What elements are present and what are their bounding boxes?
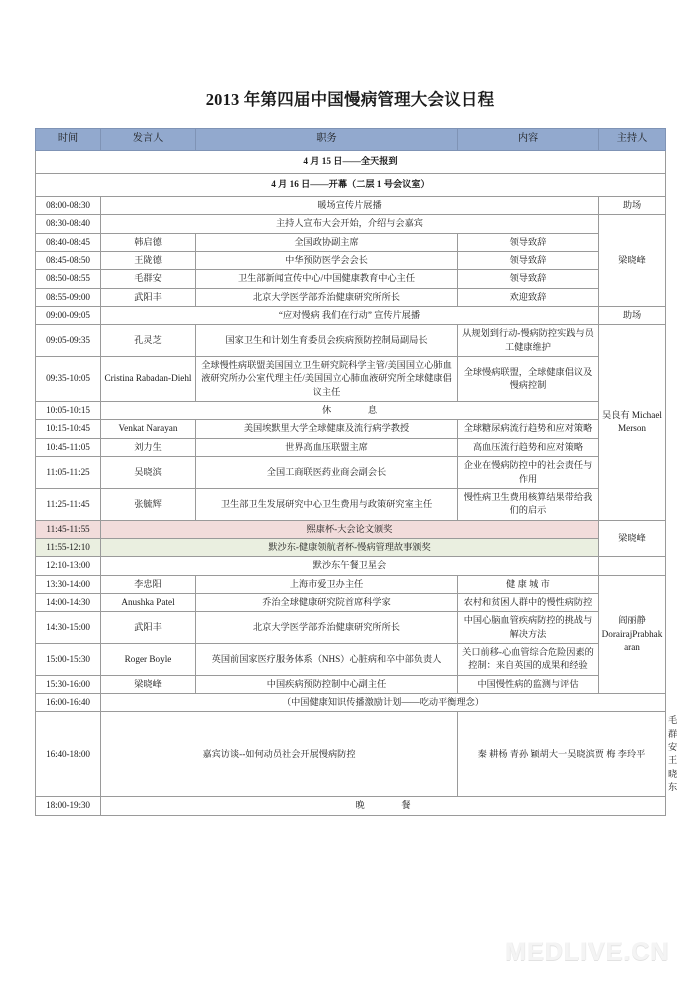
cell-merged: “应对慢病 我们在行动” 宣传片展播 (101, 307, 599, 325)
cell-time: 08:40-08:45 (36, 233, 101, 251)
table-row (36, 270, 666, 288)
cell-speaker: 孔灵芝 (101, 325, 196, 357)
column-header-host: 主持人 (599, 129, 666, 151)
cell-host: 阎丽静 DorairajPrabhakaran (599, 575, 666, 693)
table-row-award-paper (36, 520, 666, 538)
cell-time: 09:35-10:05 (36, 357, 101, 402)
cell-merged: 主持人宣布大会开始，介绍与会嘉宾 (101, 215, 599, 233)
column-header-topic: 内容 (458, 129, 599, 151)
band-label-day2: 4 月 16 日——开幕（二层 1 号会议室） (36, 174, 666, 197)
table-row (36, 288, 666, 306)
table-row (36, 593, 666, 611)
cell-speaker: 韩启德 (101, 233, 196, 251)
cell-speaker: 刘力生 (101, 438, 196, 456)
cell-time: 10:45-11:05 (36, 438, 101, 456)
cell-topic: 全球慢病联盟，全球健康倡议及慢病控制 (458, 357, 599, 402)
table-row (36, 612, 666, 644)
cell-topic: 农村和贫困人群中的慢性病防控 (458, 593, 599, 611)
cell-speaker: 张毓辉 (101, 488, 196, 520)
band-row-day1 (36, 151, 666, 174)
cell-merged: 休 息 (101, 402, 599, 420)
cell-time: 18:00-19:30 (36, 797, 101, 815)
cell-topic: 从规划到行动-慢病防控实践与员工健康维护 (458, 325, 599, 357)
cell-topic: 关口前移-心血管综合危险因素的控制：来自英国的成果和经验 (458, 643, 599, 675)
table-row (36, 252, 666, 270)
table-row (36, 575, 666, 593)
cell-speaker: 王陇德 (101, 252, 196, 270)
cell-merged: 熙康杯-大会论文颁奖 (101, 520, 599, 538)
table-row (36, 420, 666, 438)
table-header-row (36, 129, 666, 151)
table-row-panel: 16:40-18:00 嘉宾访谈--如何动员社会开展慢病防控 秦 耕杨 青孙 颖胡大一吴晓滨贾 梅 李玲平 毛群安 王晓东 (36, 712, 666, 797)
cell-time: 11:45-11:55 (36, 520, 101, 538)
cell-panelists: 秦 耕杨 青孙 颖胡大一吴晓滨贾 梅 李玲平 (458, 712, 666, 797)
cell-role: 北京大学医学部乔治健康研究所所长 (196, 612, 458, 644)
cell-time: 11:25-11:45 (36, 488, 101, 520)
cell-role: 英国前国家医疗服务体系（NHS）心脏病和卒中部负责人 (196, 643, 458, 675)
cell-speaker: 吴晓滨 (101, 457, 196, 489)
table-row (36, 197, 666, 215)
cell-time: 10:15-10:45 (36, 420, 101, 438)
cell-host: 助场 (599, 307, 666, 325)
band-label-day1: 4 月 15 日——全天报到 (36, 151, 666, 174)
cell-speaker: 武阳丰 (101, 288, 196, 306)
table-row (36, 307, 666, 325)
cell-speaker: 武阳丰 (101, 612, 196, 644)
cell-topic: 领导致辞 (458, 233, 599, 251)
cell-topic: 慢性病卫生费用核算结果带给我们的启示 (458, 488, 599, 520)
cell-time: 15:30-16:00 (36, 675, 101, 693)
table-row (36, 357, 666, 402)
cell-time: 10:05-10:15 (36, 402, 101, 420)
cell-time: 11:05-11:25 (36, 457, 101, 489)
cell-topic: 欢迎致辞 (458, 288, 599, 306)
cell-topic: 全球糖尿病流行趋势和应对策略 (458, 420, 599, 438)
table-row (36, 675, 666, 693)
cell-time: 08:45-08:50 (36, 252, 101, 270)
cell-topic: 中国心脑血管疾病防控的挑战与解决方法 (458, 612, 599, 644)
table-row (36, 325, 666, 357)
cell-host: 梁晓峰 (599, 215, 666, 307)
page-title: 2013 年第四届中国慢病管理大会议日程 (205, 90, 495, 109)
cell-time: 16:40-18:00 (36, 712, 101, 797)
cell-speaker: Cristina Rabadan-Diehl (101, 357, 196, 402)
cell-role: 中华预防医学会会长 (196, 252, 458, 270)
table-row (36, 438, 666, 456)
cell-topic: 中国慢性病的监测与评估 (458, 675, 599, 693)
agenda-table (35, 128, 678, 816)
table-row (36, 797, 666, 815)
table-row (36, 488, 666, 520)
cell-topic: 领导致辞 (458, 270, 599, 288)
cell-merged: （中国健康知识传播激励计划——吃动平衡理念） (101, 693, 666, 711)
cell-role: 卫生部卫生发展研究中心卫生费用与政策研究室主任 (196, 488, 458, 520)
cell-time: 14:00-14:30 (36, 593, 101, 611)
table-row (36, 693, 666, 711)
table-row (36, 233, 666, 251)
cell-role: 卫生部新闻宣传中心/中国健康教育中心主任 (196, 270, 458, 288)
column-header-time: 时间 (36, 129, 101, 151)
cell-speaker: Roger Boyle (101, 643, 196, 675)
cell-time: 09:00-09:05 (36, 307, 101, 325)
table-row (36, 557, 666, 575)
cell-role: 乔治全球健康研究院首席科学家 (196, 593, 458, 611)
cell-speaker: 李忠阳 (101, 575, 196, 593)
cell-host: 助场 (599, 197, 666, 215)
cell-host: 梁晓峰 (599, 520, 666, 557)
table-row (36, 402, 666, 420)
cell-role: 美国埃默里大学全球健康及流行病学教授 (196, 420, 458, 438)
site-watermark: MEDLIVE.CN (505, 938, 670, 966)
cell-time: 08:50-08:55 (36, 270, 101, 288)
cell-role: 北京大学医学部乔治健康研究所所长 (196, 288, 458, 306)
table-row (36, 457, 666, 489)
cell-merged: 晚 餐 (101, 797, 666, 815)
cell-time: 11:55-12:10 (36, 538, 101, 556)
table-header (36, 129, 666, 151)
cell-role: 全球慢性病联盟美国国立卫生研究院科学主管/美国国立心肺血液研究所办公室代理主任/美国国立心肺血液研究所全球健康倡议主任 (196, 357, 458, 402)
band-row-day2 (36, 174, 666, 197)
cell-time: 08:00-08:30 (36, 197, 101, 215)
cell-time: 13:30-14:00 (36, 575, 101, 593)
table-row (36, 643, 666, 675)
cell-speaker: 嘉宾访谈--如何动员社会开展慢病防控 (101, 712, 458, 797)
cell-host: 吴良有 Michael Merson (599, 325, 666, 520)
cell-role: 上海市爱卫办主任 (196, 575, 458, 593)
cell-topic: 高血压流行趋势和应对策略 (458, 438, 599, 456)
cell-time: 09:05-09:35 (36, 325, 101, 357)
cell-time: 08:55-09:00 (36, 288, 101, 306)
cell-speaker: Anushka Patel (101, 593, 196, 611)
cell-merged: 默沙东-健康领航者杯-慢病管理故事颁奖 (101, 538, 599, 556)
cell-merged: 暖场宣传片展播 (101, 197, 599, 215)
table-body (36, 151, 678, 816)
cell-topic: 领导致辞 (458, 252, 599, 270)
cell-topic: 企业在慢病防控中的社会责任与作用 (458, 457, 599, 489)
cell-role: 国家卫生和计划生育委员会疾病预防控制局副局长 (196, 325, 458, 357)
cell-topic: 健 康 城 市 (458, 575, 599, 593)
cell-time: 14:30-15:00 (36, 612, 101, 644)
cell-role: 全国政协副主席 (196, 233, 458, 251)
cell-time: 08:30-08:40 (36, 215, 101, 233)
column-header-speaker: 发言人 (101, 129, 196, 151)
table-row-award-story (36, 538, 666, 556)
column-header-role: 职务 (196, 129, 458, 151)
cell-speaker: 毛群安 (101, 270, 196, 288)
cell-merged: 默沙东午餐卫星会 (101, 557, 599, 575)
cell-host (599, 557, 666, 575)
cell-time: 15:00-15:30 (36, 643, 101, 675)
cell-role: 世界高血压联盟主席 (196, 438, 458, 456)
table-row (36, 215, 666, 233)
cell-time: 12:10-13:00 (36, 557, 101, 575)
cell-time: 16:00-16:40 (36, 693, 101, 711)
cell-role: 全国工商联医药业商会副会长 (196, 457, 458, 489)
cell-speaker: Venkat Narayan (101, 420, 196, 438)
cell-role: 中国疾病预防控制中心副主任 (196, 675, 458, 693)
cell-speaker: 梁晓峰 (101, 675, 196, 693)
